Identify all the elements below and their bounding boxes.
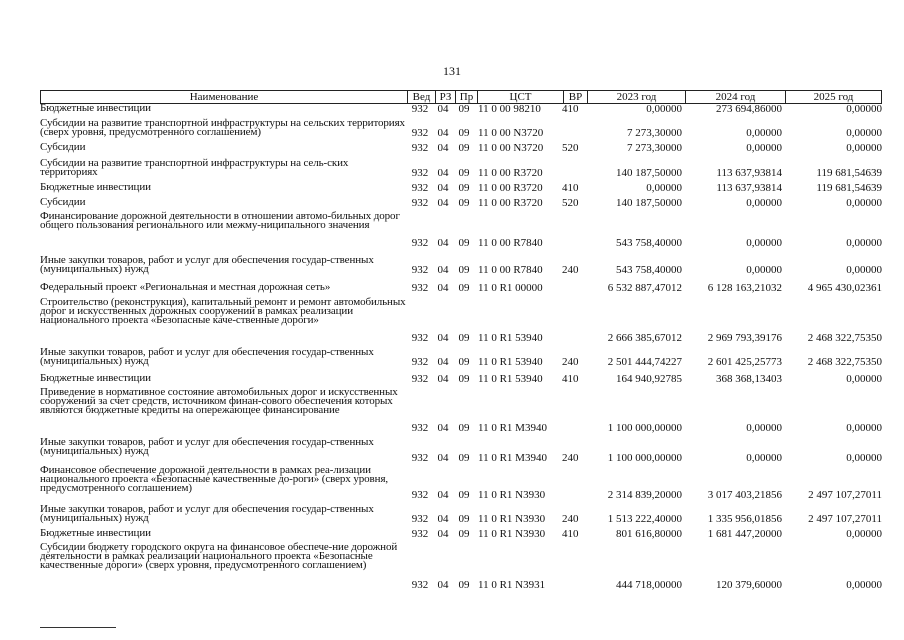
- header-rz: РЗ: [435, 91, 455, 103]
- row-ved: 932: [411, 282, 429, 294]
- header-pr: Пр: [455, 91, 477, 103]
- row-vr: 410: [562, 528, 579, 540]
- row-vr: [562, 238, 584, 249]
- row-2024: 113 637,93814: [716, 167, 782, 179]
- row-2023: 7 273,30000: [627, 127, 682, 139]
- row-2023: 0,00000: [646, 182, 682, 194]
- row-2023: 2 501 444,74227: [607, 356, 682, 368]
- row-rz: 04: [437, 489, 449, 501]
- row-name: Финансовое обеспечение дорожной деятельности в рамках реа-лизации национального проекта «Безопасные качественные до-роги» (сверх уровня, предусмотренного соглашением): [40, 464, 389, 495]
- row-name: Бюджетные инвестиции: [40, 181, 151, 193]
- row-vr: [562, 490, 584, 501]
- row-cst: 11 0 00 R3720: [478, 197, 543, 209]
- row-cst: 11 0 R1 N3931: [478, 579, 546, 591]
- row-2024: 120 379,60000: [716, 579, 782, 591]
- row-rz: 04: [437, 264, 449, 276]
- row-name: Иные закупки товаров, работ и услуг для обеспечения государ-ственных (муниципальных) нужд: [40, 503, 374, 525]
- row-2023: 801 616,80000: [616, 528, 682, 540]
- row-rz: 04: [437, 528, 449, 540]
- header-2023: 2023 год: [587, 91, 685, 103]
- row-name: Бюджетные инвестиции: [40, 372, 151, 384]
- row-2023: 7 273,30000: [627, 142, 682, 154]
- budget-table: [40, 90, 882, 591]
- row-cst: 11 0 00 N3720: [478, 127, 544, 139]
- table-row: [40, 159, 882, 179]
- row-ved: 932: [411, 489, 429, 501]
- row-ved: 932: [411, 528, 429, 540]
- row-2024: 0,00000: [746, 452, 782, 464]
- row-pr: 09: [458, 422, 470, 434]
- row-2024: 2 601 425,25773: [707, 356, 782, 368]
- row-vr: 240: [562, 264, 579, 276]
- row-vr: 410: [562, 103, 579, 115]
- row-cst: 11 0 R1 M3940: [478, 422, 547, 434]
- row-ved: 932: [411, 422, 429, 434]
- row-pr: 09: [458, 167, 470, 179]
- row-ved: 932: [411, 356, 429, 368]
- row-rz: 04: [437, 103, 449, 115]
- row-ved: 932: [411, 197, 429, 209]
- row-2023: 543 758,40000: [616, 264, 682, 276]
- row-2023: 6 532 887,47012: [607, 282, 682, 294]
- row-2024: 3 017 403,21856: [707, 489, 782, 501]
- header-2024: 2024 год: [685, 91, 785, 103]
- row-cst: 11 0 R1 N3930: [478, 513, 546, 525]
- table-row: [40, 198, 882, 209]
- row-2025: 0,00000: [846, 264, 882, 276]
- row-2024: 0,00000: [746, 142, 782, 154]
- row-ved: 932: [411, 332, 429, 344]
- row-pr: 09: [458, 452, 470, 464]
- row-name: Субсидии на развитие транспортной инфраструктуры на сельских территориях (сверх уровня, предусмотренного соглашением): [40, 117, 405, 139]
- header-ved: Вед: [407, 91, 435, 103]
- row-2024: 273 694,86000: [716, 103, 782, 115]
- table-row: [40, 466, 882, 501]
- row-vr: [562, 128, 584, 139]
- row-cst: 11 0 R1 N3930: [478, 489, 546, 501]
- row-pr: 09: [458, 356, 470, 368]
- table-row: [40, 438, 882, 464]
- row-name: Субсидии: [40, 141, 86, 153]
- row-2024: 0,00000: [746, 264, 782, 276]
- row-rz: 04: [437, 332, 449, 344]
- row-2023: 140 187,50000: [616, 167, 682, 179]
- row-2024: 0,00000: [746, 197, 782, 209]
- row-rz: 04: [437, 356, 449, 368]
- table-row: [40, 119, 882, 139]
- row-rz: 04: [437, 513, 449, 525]
- table-row: [40, 212, 882, 249]
- row-2024: 2 969 793,39176: [707, 332, 782, 344]
- row-vr: [562, 423, 584, 434]
- row-pr: 09: [458, 197, 470, 209]
- row-cst: 11 0 R1 N3930: [478, 528, 546, 540]
- row-2024: 0,00000: [746, 237, 782, 249]
- row-2024: 6 128 163,21032: [707, 282, 782, 294]
- row-name: Субсидии: [40, 196, 86, 208]
- row-cst: 11 0 00 R7840: [478, 237, 543, 249]
- row-cst: 11 0 R1 00000: [478, 282, 543, 294]
- table-row: [40, 348, 882, 368]
- row-ved: 932: [411, 579, 429, 591]
- row-cst: 11 0 R1 53940: [478, 356, 543, 368]
- row-2024: 1 681 447,20000: [707, 528, 782, 540]
- row-pr: 09: [458, 513, 470, 525]
- table-header: [40, 90, 882, 104]
- row-cst: 11 0 R1 53940: [478, 373, 543, 385]
- row-ved: 932: [411, 264, 429, 276]
- table-row: [40, 283, 882, 294]
- row-2025: 0,00000: [846, 103, 882, 115]
- footer-rule: [40, 627, 116, 628]
- row-2025: 4 965 430,02361: [807, 282, 882, 294]
- row-2025: 2 497 107,27011: [808, 513, 882, 525]
- row-2025: 119 681,54639: [816, 182, 882, 194]
- row-name: Финансирование дорожной деятельности в отношении автомо-бильных дорог общего пользования регионального или межму-ниципального значения: [40, 210, 400, 232]
- row-name: Федеральный проект «Региональная и местная дорожная сеть»: [40, 281, 331, 293]
- row-vr: 520: [562, 142, 579, 154]
- row-pr: 09: [458, 489, 470, 501]
- row-rz: 04: [437, 127, 449, 139]
- row-2025: 0,00000: [846, 422, 882, 434]
- row-ved: 932: [411, 452, 429, 464]
- row-vr: 410: [562, 182, 579, 194]
- table-row: [40, 143, 882, 154]
- row-vr: [562, 168, 584, 179]
- header-2025: 2025 год: [785, 91, 881, 103]
- row-2025: 0,00000: [846, 528, 882, 540]
- row-2023: 140 187,50000: [616, 197, 682, 209]
- row-ved: 932: [411, 103, 429, 115]
- row-ved: 932: [411, 142, 429, 154]
- row-2023: 1 100 000,00000: [607, 452, 682, 464]
- row-name: Субсидии на развитие транспортной инфраструктуры на сель-ских территориях: [40, 157, 349, 179]
- row-rz: 04: [437, 197, 449, 209]
- row-rz: 04: [437, 282, 449, 294]
- row-2025: 0,00000: [846, 579, 882, 591]
- row-pr: 09: [458, 127, 470, 139]
- row-pr: 09: [458, 579, 470, 591]
- row-ved: 932: [411, 513, 429, 525]
- row-2023: 0,00000: [646, 103, 682, 115]
- row-name: Иные закупки товаров, работ и услуг для обеспечения государ-ственных (муниципальных) нужд: [40, 346, 374, 368]
- row-ved: 932: [411, 373, 429, 385]
- row-2025: 2 468 322,75350: [807, 356, 882, 368]
- row-pr: 09: [458, 528, 470, 540]
- row-ved: 932: [411, 237, 429, 249]
- row-2025: 0,00000: [846, 452, 882, 464]
- row-vr: 240: [562, 513, 579, 525]
- row-name: Иные закупки товаров, работ и услуг для обеспечения государ-ственных (муниципальных) нужд: [40, 254, 374, 276]
- row-pr: 09: [458, 373, 470, 385]
- row-rz: 04: [437, 422, 449, 434]
- row-2023: 164 940,92785: [616, 373, 682, 385]
- row-cst: 11 0 00 R7840: [478, 264, 543, 276]
- row-rz: 04: [437, 373, 449, 385]
- row-vr: 410: [562, 373, 579, 385]
- row-vr: [562, 333, 584, 344]
- row-2024: 0,00000: [746, 422, 782, 434]
- row-pr: 09: [458, 103, 470, 115]
- row-vr: 520: [562, 197, 579, 209]
- row-vr: [562, 580, 584, 591]
- row-name: Бюджетные инвестиции: [40, 527, 151, 539]
- row-ved: 932: [411, 127, 429, 139]
- row-2025: 119 681,54639: [816, 167, 882, 179]
- row-2023: 543 758,40000: [616, 237, 682, 249]
- row-cst: 11 0 R1 53940: [478, 332, 543, 344]
- table-row: [40, 104, 882, 115]
- row-2024: 113 637,93814: [716, 182, 782, 194]
- table-row: [40, 529, 882, 540]
- row-rz: 04: [437, 167, 449, 179]
- row-name: Приведение в нормативное состояние автомобильных дорог и искусственных сооружений за счет средств, источником финан-сового обеспечения которых являются бюджетные кредиты на опережающее финансирование: [40, 386, 398, 417]
- table-row: [40, 505, 882, 525]
- row-vr: 240: [562, 452, 579, 464]
- header-cst: ЦСТ: [477, 91, 563, 103]
- table-row: [40, 543, 882, 591]
- row-2025: 0,00000: [846, 127, 882, 139]
- row-name: Бюджетные инвестиции: [40, 102, 151, 114]
- table-row: [40, 256, 882, 276]
- table-row: [40, 183, 882, 194]
- table-row: [40, 298, 882, 344]
- page-number: 131: [443, 64, 461, 78]
- row-name: Субсидии бюджету городского округа на финансовое обеспече-ние дорожной деятельности в рамках реализации национального проекта «Безопасные качественные дороги» (сверх уровня, предусмотренного соглашением): [40, 541, 398, 572]
- row-2023: 2 666 385,67012: [607, 332, 682, 344]
- row-name: Иные закупки товаров, работ и услуг для обеспечения государ-ственных (муниципальных) нужд: [40, 436, 374, 458]
- table-row: [40, 388, 882, 434]
- row-ved: 932: [411, 167, 429, 179]
- header-name: Наименование: [189, 91, 259, 103]
- row-2025: 0,00000: [846, 142, 882, 154]
- row-vr: 240: [562, 356, 579, 368]
- row-vr: [562, 283, 584, 294]
- row-ved: 932: [411, 182, 429, 194]
- row-2024: 1 335 956,01856: [707, 513, 782, 525]
- row-2025: 0,00000: [846, 197, 882, 209]
- row-rz: 04: [437, 579, 449, 591]
- row-cst: 11 0 R1 M3940: [478, 452, 547, 464]
- row-2023: 1 513 222,40000: [607, 513, 682, 525]
- row-2023: 2 314 839,20000: [607, 489, 682, 501]
- row-rz: 04: [437, 452, 449, 464]
- row-2023: 1 100 000,00000: [607, 422, 682, 434]
- row-2023: 444 718,00000: [616, 579, 682, 591]
- row-pr: 09: [458, 282, 470, 294]
- row-cst: 11 0 00 N3720: [478, 142, 544, 154]
- row-2025: 2 497 107,27011: [808, 489, 882, 501]
- row-cst: 11 0 00 R3720: [478, 167, 543, 179]
- row-pr: 09: [458, 142, 470, 154]
- table-row: [40, 374, 882, 385]
- row-cst: 11 0 00 98210: [478, 103, 541, 115]
- row-2025: 2 468 322,75350: [807, 332, 882, 344]
- header-vr: ВР: [563, 91, 587, 103]
- row-name: Строительство (реконструкция), капитальный ремонт и ремонт автомобильных дорог и искусственных дорожных сооружений в рамках реализации национального проекта «Безопасные каче-ственные дороги»: [40, 296, 406, 327]
- row-cst: 11 0 00 R3720: [478, 182, 543, 194]
- row-rz: 04: [437, 142, 449, 154]
- row-pr: 09: [458, 182, 470, 194]
- row-pr: 09: [458, 332, 470, 344]
- row-rz: 04: [437, 237, 449, 249]
- row-pr: 09: [458, 237, 470, 249]
- row-2025: 0,00000: [846, 237, 882, 249]
- row-pr: 09: [458, 264, 470, 276]
- row-2024: 0,00000: [746, 127, 782, 139]
- row-2025: 0,00000: [846, 373, 882, 385]
- row-rz: 04: [437, 182, 449, 194]
- row-2024: 368 368,13403: [716, 373, 782, 385]
